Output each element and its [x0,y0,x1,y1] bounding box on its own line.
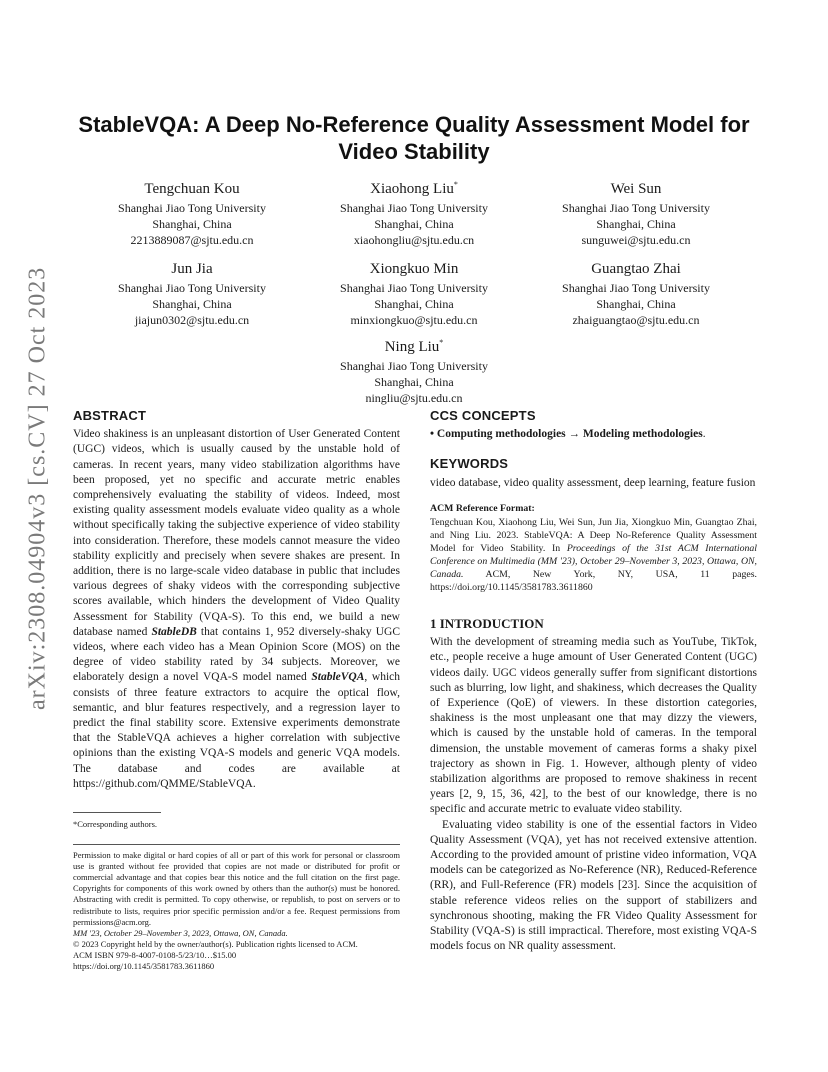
left-column [73,408,400,972]
abstract-heading: ABSTRACT [73,408,147,423]
author-affiliation: Shanghai Jiao Tong University [340,359,488,373]
author-name: Xiaohong Liu* [370,180,458,197]
author-location: Shanghai, China [596,297,676,311]
keywords-heading: KEYWORDS [430,456,509,472]
author-email[interactable]: 2213889087@sjtu.edu.cn [130,233,254,247]
author-block [72,175,312,248]
author-email[interactable]: zhaiguangtao@sjtu.edu.cn [572,313,700,327]
author-name: Xiongkuo Min [369,261,459,277]
venue-line: MM '23, October 29–November 3, 2023, Ottawa, ON, Canada. [73,927,288,938]
copyright-line: © 2023 Copyright held by the owner/author(s). Publication rights licensed to ACM. [73,938,358,949]
author-block [516,175,756,248]
author-block [294,255,534,328]
author-affiliation: Shanghai Jiao Tong University [340,201,488,215]
paper-title: StableVQA: A Deep No-Reference Quality Assessment Model for Video Stability [78,112,750,164]
author-affiliation: Shanghai Jiao Tong University [118,281,266,295]
abstract-text: Video shakiness is an unpleasant distortion of User Generated Content (UGC) videos, which is usually caused by the unstable hold of cameras. In recent years, many video stabilization algorithms have been proposed, yet no specific and accurate metric enables comprehensively evaluating the stability of videos. Indeed, most existing quality assessment models evaluate video quality as a whole without specifically taking the subjective experience of video stability into consideration. Therefore, these models cannot measure the video stability explicitly and precisely when severe shakes are present. In addition, there is no large-scale video database in public that includes various degrees of shaky videos with the corresponding subjective scores available, which hinders the development of Video Quality Assessment for Stability (VQA-S). To this end, we build a new database named StableDB that contains 1, 952 diversely-shaky UGC videos, where each video has a Mean Opinion Score (MOS) on the degree of video stability rated by 34 subjects. Moreover, we elaborately design a novel VQA-S model named StableVQA, which consists of three feature extractors to acquire the optical flow, semantic, and blur features respectively, and a regression layer to predict the final stability score. Extensive experiments demonstrate that the StableVQA achieves a higher correlation with subjective opinions than the existing VQA-S models and generic VQA models. The database and codes are available at https://github.com/QMME/StableVQA. [73,428,400,790]
author-name: Guangtao Zhai [591,261,681,277]
author-affiliation: Shanghai Jiao Tong University [340,281,488,295]
author-email[interactable]: ningliu@sjtu.edu.cn [365,391,463,405]
ccs-heading: CCS CONCEPTS [430,408,536,423]
author-block [294,333,534,406]
footnote: *Corresponding authors. [73,819,158,830]
introduction-heading: 1 INTRODUCTION [430,616,544,632]
author-block [72,255,312,328]
author-location: Shanghai, China [374,297,454,311]
author-affiliation: Shanghai Jiao Tong University [562,281,710,295]
author-location: Shanghai, China [596,217,676,231]
author-name: Ning Liu* [384,338,444,355]
author-email[interactable]: sunguwei@sjtu.edu.cn [581,233,691,247]
author-name: Jun Jia [171,261,213,277]
keywords-text: video database, video quality assessment, deep learning, feature fusion [430,476,756,489]
author-affiliation: Shanghai Jiao Tong University [562,201,710,215]
author-location: Shanghai, China [152,217,232,231]
author-location: Shanghai, China [374,217,454,231]
acm-ref-heading: ACM Reference Format: [430,502,535,514]
permission-block [73,850,400,972]
author-name: Wei Sun [610,181,662,197]
intro-paragraph-2: Evaluating video stability is one of the essential factors in Video Quality Assessment (VQA), yet has not received extensive attention. According to the provided amount of pristine video information, VQA models can be categorized as No-Reference (NR), Reduced-Reference (RR), and Full-Reference (FR) models [23]. Since the acquisition of stable reference videos relies on the support of stabilizers and synchronous shooting, making the FR Video Quality Assessment for Stability (VQA-S) is still impractical. Therefore, most existing VQA-S models focus on NR quality assessment. [430,818,757,953]
author-email[interactable]: minxiongkuo@sjtu.edu.cn [350,313,478,327]
isbn-line: ACM ISBN 979-8-4007-0108-5/23/10…$15.00 [73,949,237,960]
footnote-divider [73,812,161,813]
author-block [294,175,534,248]
author-block [516,255,756,328]
author-email[interactable]: jiajun0302@sjtu.edu.cn [134,313,250,327]
acm-ref-text: Tengchuan Kou, Xiaohong Liu, Wei Sun, Jun Jia, Xiongkuo Min, Guangtao Zhai, and Ning Liu. 2023. StableVQA: A Deep No-Reference Quality Assessment Model for Video Stability. In Proceedings of the 31st ACM International Conference on Multimedia (MM '23), October 29–November 3, 2023, Ottawa, ON, Canada. ACM, New York, NY, USA, 11 pages. https://doi.org/10.1145/3581783.3611860 [430,517,757,594]
model-name: StableVQA [311,671,365,684]
right-column [430,408,757,954]
author-location: Shanghai, China [374,375,454,389]
doi-link[interactable]: https://doi.org/10.1145/3581783.3611860 [73,961,215,972]
ccs-text: • Computing methodologies → Modeling methodologies. [430,428,706,441]
intro-paragraph-1: With the development of streaming media such as YouTube, TikTok, etc., people receive a huge amount of User Generated Content (UGC) videos daily. UGC videos generally suffer from significant distortions such as blurring, low light, and shakiness, which decreases the Quality of Experience (QoE) of viewers. In these distortion categories, shakiness is the most unpleasant one that may dizzy the viewers, which is caused by the unstable hold of cameras. In the temporal dimension, the unstable movement of cameras forms a shaky pixel trajectory as shown in Fig. 1. However, although plenty of video stabilization algorithms are proposed to remove shakiness in recent years [2, 9, 15, 36, 42], to the best of our knowledge, there is no specific and accurate metric to evaluate video stability. [430,636,757,816]
author-email[interactable]: xiaohongliu@sjtu.edu.cn [353,233,475,247]
database-name: StableDB [151,625,197,638]
author-affiliation: Shanghai Jiao Tong University [118,201,266,215]
author-name: Tengchuan Kou [144,181,240,197]
permission-divider [73,844,400,845]
author-location: Shanghai, China [152,297,232,311]
arxiv-identifier: arXiv:2308.04904v3 [cs.CV] 27 Oct 2023 [24,266,51,710]
permission-text: Permission to make digital or hard copies of all or part of this work for personal or classroom use is granted without fee provided that copies are not made or distributed for profit or commercial advantage and that copies bear this notice and the full citation on the first page. Copyrights for components of this work owned by others than the author(s) must be honored. Abstracting with credit is permitted. To copy otherwise, or republish, to post on servers or to redistribute to lists, requires prior specific permission and/or a fee. Request permissions from permissions@acm.org. [73,850,400,927]
